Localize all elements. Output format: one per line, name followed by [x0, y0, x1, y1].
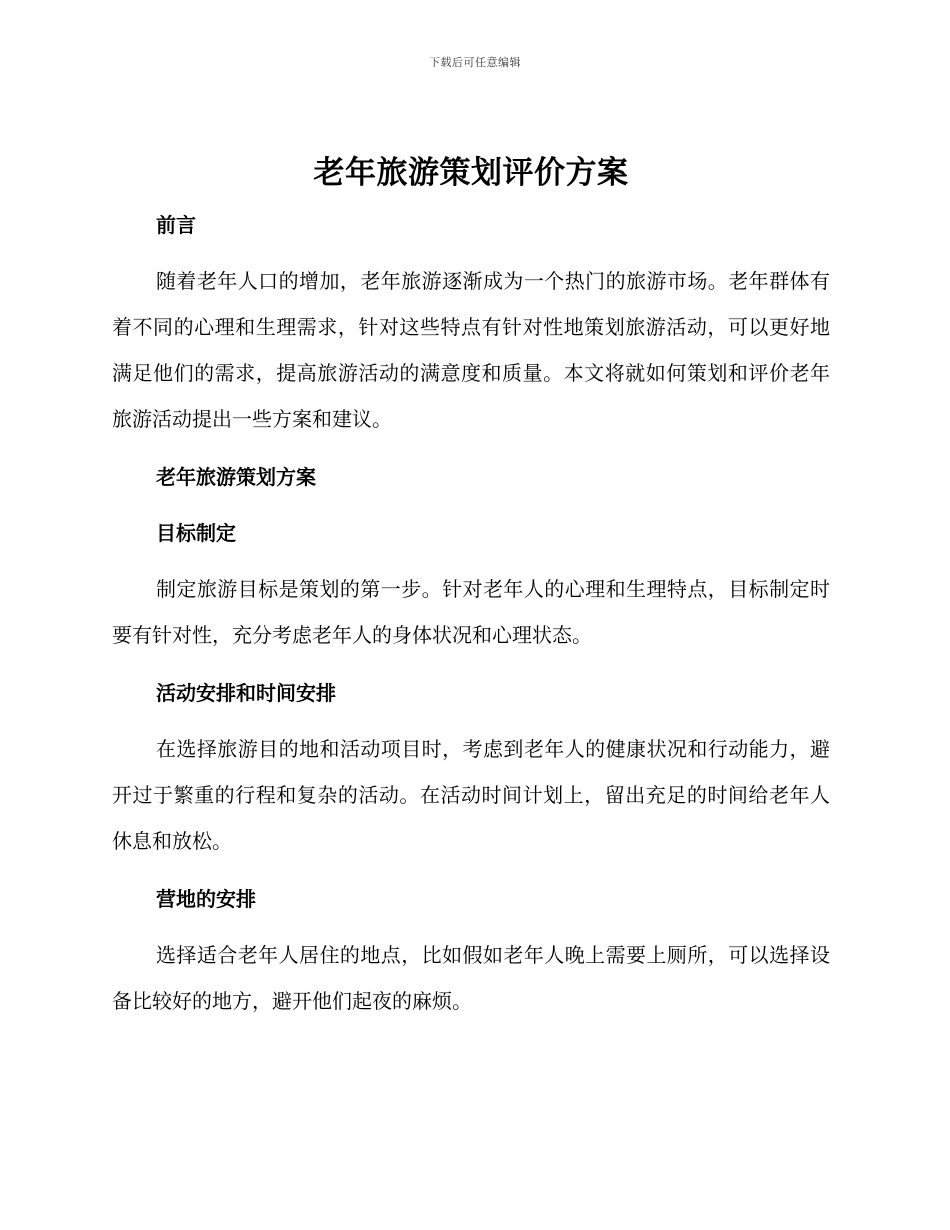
document-title: 老年旅游策划评价方案: [313, 155, 629, 191]
header-note: 下载后可任意编辑: [429, 56, 521, 69]
spacer: [112, 240, 830, 258]
section-heading-preface: 前言: [156, 213, 196, 237]
paragraph-camp: 选择适合老年人居住的地点，比如假如老年人晚上需要上厕所，可以选择设备比较好的地方，避开他们起夜的麻烦。: [112, 943, 830, 1013]
section-heading-schedule: 活动安排和时间安排: [156, 681, 336, 705]
spacer: [112, 510, 830, 518]
section-heading-goal: 目标制定: [156, 521, 236, 545]
spacer: [112, 708, 830, 726]
spacer: [112, 492, 830, 510]
section-heading-plan: 老年旅游策划方案: [156, 465, 316, 489]
spacer: [112, 914, 830, 932]
section-heading-camp: 营地的安排: [156, 887, 256, 911]
spacer: [112, 864, 830, 884]
paragraph-goal: 制定旅游目标是策划的第一步。针对老年人的心理和生理特点，目标制定时要有针对性，充分考虑老年人的身体状况和心理状态。: [112, 577, 830, 647]
paragraph-preface: 随着老年人口的增加，老年旅游逐渐成为一个热门的旅游市场。老年群体有着不同的心理和生理需求，针对这些特点有针对性地策划旅游活动，可以更好地满足他们的需求，提高旅游活动的满意度和质量。本文将就如何策划和评价老年旅游活动提出一些方案和建议。: [112, 269, 830, 431]
spacer: [112, 548, 830, 566]
paragraph-schedule: 在选择旅游目的地和活动项目时，考虑到老年人的健康状况和行动能力，避开过于繁重的行程和复杂的活动。在活动时间计划上，留出充足的时间给老年人休息和放松。: [112, 737, 830, 853]
spacer: [112, 658, 830, 678]
spacer: [112, 442, 830, 462]
document-body: [112, 146, 830, 1024]
